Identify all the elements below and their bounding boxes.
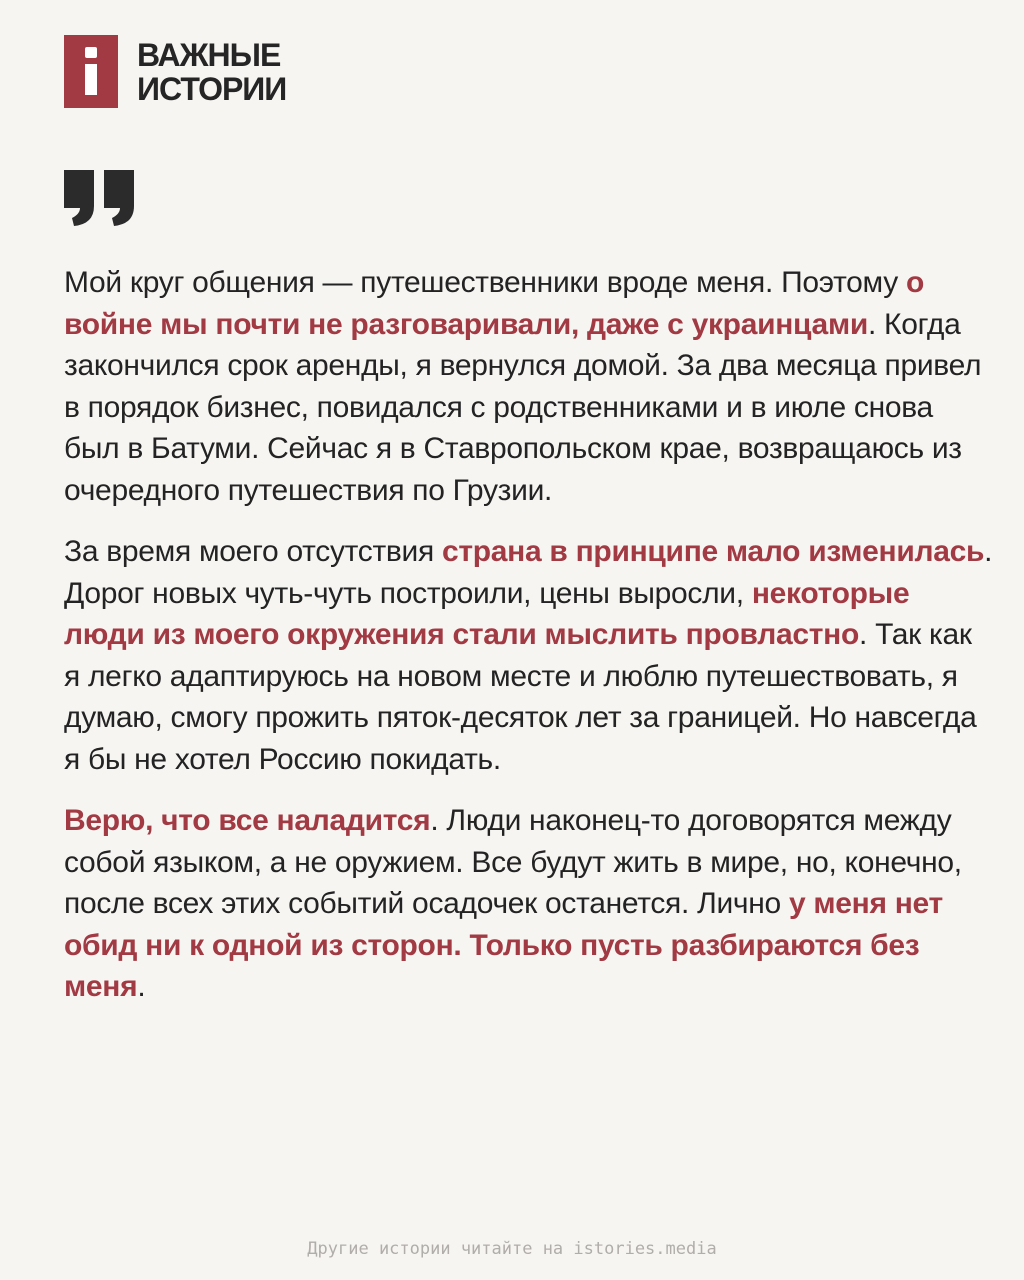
highlight-segment: некоторые люди из моего окружения стали мыслить провластно (64, 576, 910, 651)
text-segment: За время моего отсутствия (64, 535, 442, 568)
footer-note: Другие истории читайте на istories.media (307, 1239, 717, 1259)
highlight-segment: страна в принципе мало изменилась (442, 535, 985, 568)
text-segment: . Когда закончился срок аренды, я вернулся домой. За два месяца привел в порядок бизнес, повидался с родственниками и в июле снова был в Батуми. Сейчас я в Ставропольском крае, возвращаюсь из очередного путешествия по Грузии. (64, 307, 982, 507)
brand-name-line2: ИСТОРИИ (137, 70, 287, 107)
paragraph-1 (64, 262, 994, 511)
text-segment: Мой круг общения — путешественники вроде меня. Поэтому (64, 266, 906, 299)
highlight-segment: у меня нет обид ни к одной из сторон. Только пусть разбираются без меня (64, 887, 943, 1003)
highlight-segment: о войне мы почти не разговаривали, даже с украинцами (64, 266, 924, 341)
text-segment: . Так как я легко адаптируюсь на новом месте и люблю путешествовать, я думаю, смогу прожить пяток-десяток лет за границей. Но навсегда я бы не хотел Россию покидать. (64, 618, 977, 776)
highlight-segment: Верю, что все наладится (64, 804, 431, 837)
quote-body (64, 262, 994, 1028)
text-segment: . (137, 970, 146, 1003)
brand-name-line1: ВАЖНЫЕ (137, 36, 281, 73)
paragraph-2 (64, 531, 994, 780)
text-segment: . Люди наконец-то договорятся между собой языком, а не оружием. Все будут жить в мире, но, конечно, после всех этих событий осадочек останется. Лично (64, 804, 962, 920)
brand-mark-icon (64, 35, 118, 108)
brand-name (137, 38, 286, 106)
text-segment: . Дорог новых чуть-чуть построили, цены выросли, (64, 535, 993, 610)
closing-quote-icon (62, 168, 142, 233)
paragraph-3 (64, 800, 994, 1008)
brand-logo[interactable] (64, 35, 286, 108)
